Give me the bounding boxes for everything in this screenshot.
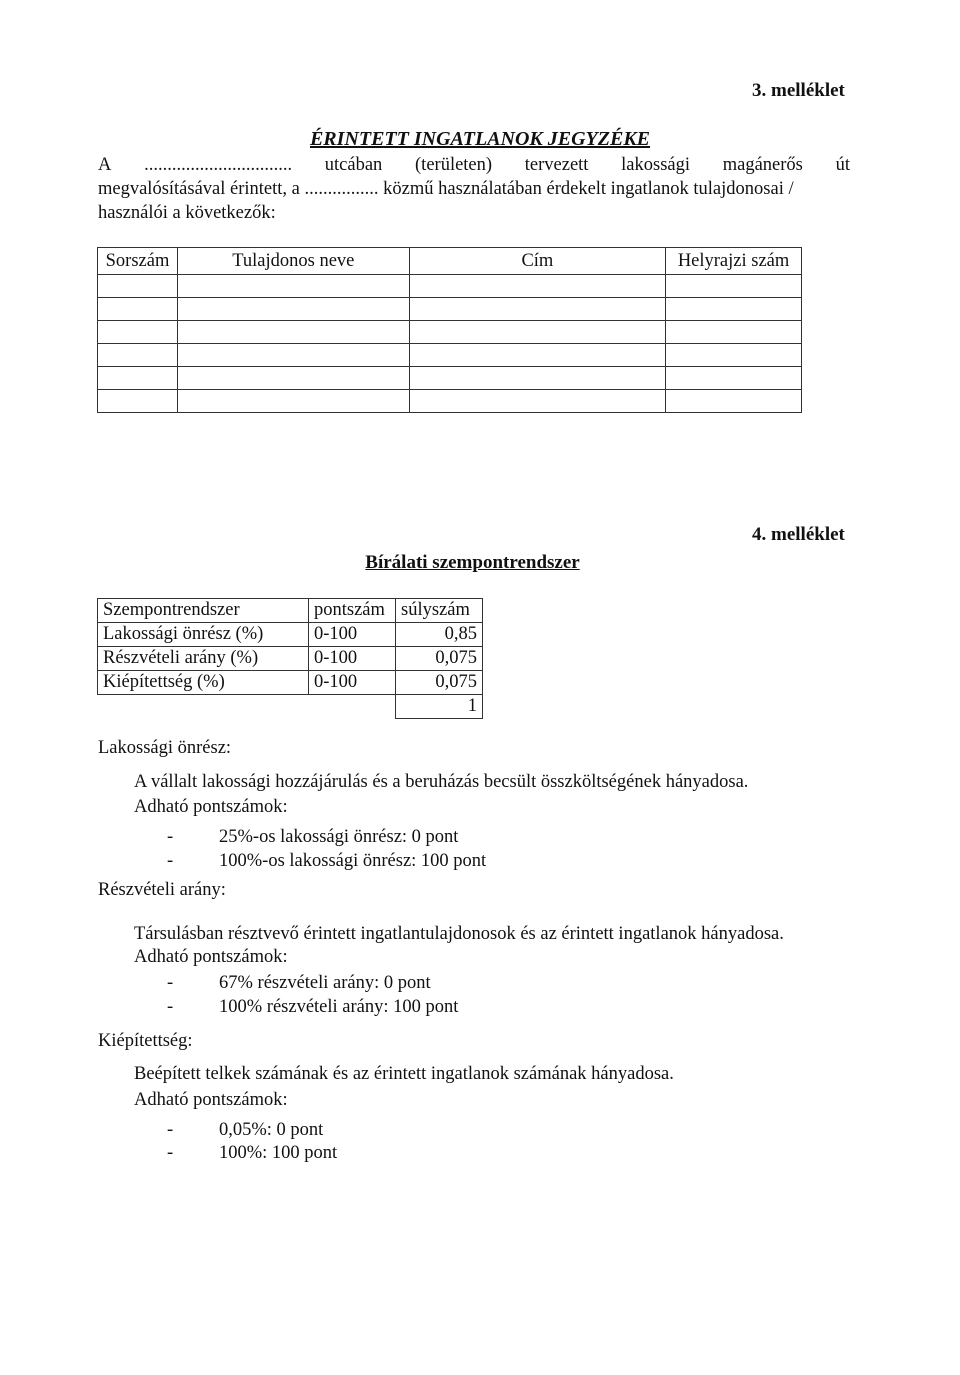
table-row	[98, 390, 802, 413]
points-label: Adható pontszámok:	[134, 947, 288, 967]
section-description: A vállalt lakossági hozzájárulás és a beruházás becsült összköltségének hányadosa.	[134, 772, 749, 792]
table-row	[98, 623, 483, 647]
table-cell[interactable]	[98, 298, 178, 321]
section-heading-lakossagi-onresz: Lakossági önrész:	[98, 738, 232, 758]
dash-marker: -	[167, 973, 174, 993]
table-cell[interactable]	[666, 344, 802, 367]
list-item	[167, 1143, 337, 1164]
criterion-name: Részvételi arány (%)	[98, 647, 309, 671]
intro-word: tervezett	[524, 155, 589, 175]
criterion-name: Kiépítettség (%)	[98, 671, 309, 695]
list-item-text: 100%: 100 pont	[219, 1143, 338, 1163]
list-item	[167, 851, 486, 872]
total-row	[98, 695, 483, 719]
table-cell[interactable]	[409, 275, 665, 298]
table-cell[interactable]	[177, 298, 409, 321]
criterion-weight: 0,075	[396, 647, 483, 671]
table-cell[interactable]	[98, 367, 178, 390]
table-cell[interactable]	[98, 390, 178, 413]
owners-table	[97, 247, 802, 413]
dash-marker: -	[167, 827, 174, 847]
list-item-text: 100%-os lakossági önrész: 100 pont	[219, 851, 487, 871]
list-item-text: 0,05%: 0 pont	[219, 1120, 324, 1140]
list-item	[167, 827, 458, 848]
list-item	[167, 973, 431, 994]
table-row	[98, 671, 483, 695]
list-item-text: 100% részvételi arány: 100 pont	[219, 997, 459, 1017]
table-cell[interactable]	[177, 367, 409, 390]
list-item	[167, 997, 458, 1018]
header-sulyszam: súlyszám	[396, 599, 483, 623]
document-title: ÉRINTETT INGATLANOK JEGYZÉKE	[309, 128, 651, 150]
table-row	[98, 321, 802, 344]
section-heading-kiepitettseg: Kiépítettség:	[98, 1031, 193, 1051]
table-cell[interactable]	[409, 367, 665, 390]
criterion-points: 0-100	[309, 623, 396, 647]
intro-blank: ................................	[144, 155, 293, 175]
dash-marker: -	[167, 851, 174, 871]
header-pontszam: pontszám	[309, 599, 396, 623]
dash-marker: -	[167, 1120, 174, 1140]
intro-word: utcában	[324, 155, 383, 175]
section-description: Társulásban résztvevő érintett ingatlantulajdonosok és az érintett ingatlanok hányadosa.	[134, 924, 784, 944]
criteria-table	[97, 598, 483, 719]
intro-line-2: megvalósításával érintett, a ................ közmű használatában érdekelt ingatlanok tulajdonosai /	[98, 179, 794, 199]
table-cell[interactable]	[666, 390, 802, 413]
intro-word: (területen)	[415, 155, 493, 175]
criterion-points: 0-100	[309, 647, 396, 671]
table-cell[interactable]	[666, 321, 802, 344]
table-cell[interactable]	[177, 321, 409, 344]
table-cell[interactable]	[98, 321, 178, 344]
table-cell[interactable]	[666, 298, 802, 321]
annex-4-label: 4. melléklet	[752, 524, 845, 545]
header-tulajdonos-neve: Tulajdonos neve	[177, 248, 409, 275]
intro-paragraph	[98, 153, 850, 225]
criterion-weight: 0,075	[396, 671, 483, 695]
table-cell[interactable]	[409, 344, 665, 367]
points-label: Adható pontszámok:	[134, 797, 288, 817]
dash-marker: -	[167, 997, 174, 1017]
table-cell[interactable]	[409, 390, 665, 413]
table-cell[interactable]	[409, 321, 665, 344]
table-cell[interactable]	[98, 275, 178, 298]
intro-word: A	[98, 155, 112, 175]
criterion-weight: 0,85	[396, 623, 483, 647]
table-cell[interactable]	[666, 275, 802, 298]
dash-marker: -	[167, 1143, 174, 1163]
table-cell[interactable]	[177, 390, 409, 413]
table-cell[interactable]	[409, 298, 665, 321]
annex-3-label: 3. melléklet	[752, 80, 845, 101]
list-item-text: 25%-os lakossági önrész: 0 pont	[219, 827, 459, 847]
criteria-header-row	[98, 599, 483, 623]
table-row	[98, 367, 802, 390]
table-row	[98, 647, 483, 671]
table-row	[98, 344, 802, 367]
points-label: Adható pontszámok:	[134, 1090, 288, 1110]
list-item-text: 67% részvételi arány: 0 pont	[219, 973, 431, 993]
criterion-name: Lakossági önrész (%)	[98, 623, 309, 647]
criterion-points: 0-100	[309, 671, 396, 695]
criteria-title: Bírálati szempontrendszer	[365, 552, 580, 573]
section-heading-reszveteli-arany: Részvételi arány:	[98, 880, 226, 900]
intro-line-3: használói a következők:	[98, 203, 276, 223]
table-cell[interactable]	[98, 344, 178, 367]
table-cell[interactable]	[177, 344, 409, 367]
header-sorszam: Sorszám	[98, 248, 178, 275]
header-szempontrendszer: Szempontrendszer	[98, 599, 309, 623]
list-item	[167, 1120, 323, 1141]
table-cell[interactable]	[666, 367, 802, 390]
weight-total: 1	[396, 695, 483, 719]
table-row	[98, 298, 802, 321]
intro-word: magánerős	[722, 155, 803, 175]
section-description: Beépített telkek számának és az érintett ingatlanok számának hányadosa.	[134, 1064, 674, 1084]
intro-word: lakossági	[621, 155, 691, 175]
intro-word: út	[835, 155, 850, 175]
table-row	[98, 275, 802, 298]
intro-line-1	[98, 153, 850, 177]
owners-table-header	[98, 248, 802, 275]
table-cell[interactable]	[177, 275, 409, 298]
header-cim: Cím	[409, 248, 665, 275]
header-helyrajzi-szam: Helyrajzi szám	[666, 248, 802, 275]
